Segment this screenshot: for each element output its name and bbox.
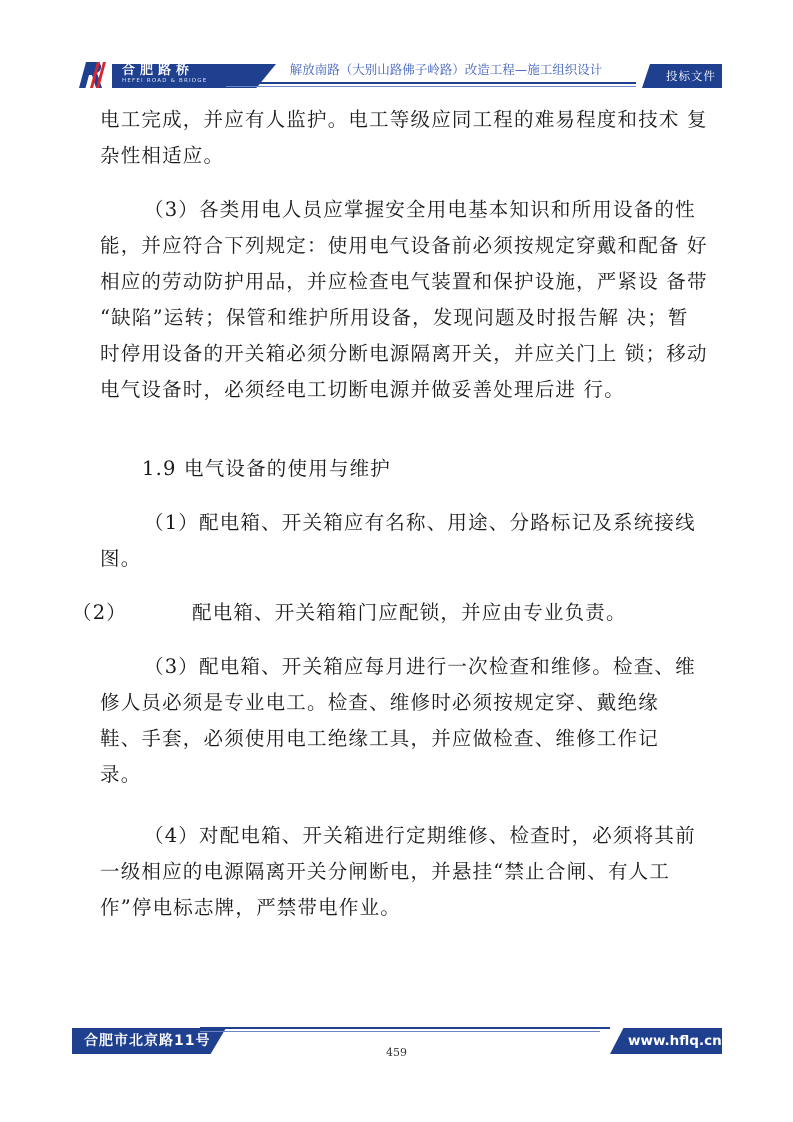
text-line: （3）各类用电人员应掌握安全用电基本知识和所用设备的性	[144, 198, 696, 221]
text-line: 一级相应的电源隔离开关分闸断电，并悬挂“禁止合闸、有人工	[100, 860, 671, 883]
text-line: 图。	[100, 547, 142, 570]
paragraph-item-3-maintenance	[100, 649, 700, 793]
document-tag: 投标文件	[666, 69, 716, 83]
brand-name-en: HEFEI ROAD & BRIDGE	[122, 78, 208, 84]
footer-address: 合肥市北京路11号	[84, 1033, 211, 1049]
text-line: 电气设备时，必须经电工切断电源并做妥善处理后进 行。	[100, 378, 625, 401]
header-rule-thin	[226, 86, 636, 87]
text-line: 杂性相适应。	[100, 144, 225, 167]
page-number: 459	[386, 1046, 407, 1059]
document-title: 解放南路（大别山路佛子岭路）改造工程—施工组织设计	[289, 62, 603, 77]
brand-name-cn: 合肥路桥	[122, 63, 195, 78]
paragraph-item-4	[100, 818, 700, 926]
page-header	[76, 60, 722, 90]
text-line: 时停用设备的开关箱必须分断电源隔离开关，并应关门上 锁；移动	[100, 342, 708, 365]
text-line: 作”停电标志牌，严禁带电作业。	[100, 896, 401, 919]
section-heading: 1.9 电气设备的使用与维护	[142, 457, 392, 480]
footer-rule-thin	[200, 1031, 600, 1032]
text-line: 修人员必须是专业电工。检查、维修时必须按规定穿、戴绝缘	[100, 691, 659, 714]
text-line: 能，并应符合下列规定：使用电气设备前必须按规定穿戴和配备 好	[100, 234, 708, 257]
text-line: （1）配电箱、开关箱应有名称、用途、分路标记及系统接线	[144, 511, 696, 534]
footer-website: www.hflq.cn	[628, 1033, 722, 1049]
footer-rule	[200, 1027, 610, 1029]
paragraph-continuation	[100, 102, 708, 174]
paragraph-item-2-text: 配电箱、开关箱箱门应配锁，并应由专业负责。	[192, 601, 627, 624]
text-line: （3）配电箱、开关箱应每月进行一次检查和维修。检查、维	[144, 655, 696, 678]
paragraph-item-1	[100, 505, 700, 577]
text-line: 电工完成，并应有人监护。电工等级应同工程的难易程度和技术 复	[100, 108, 708, 131]
paragraph-item-2-number: （2）	[72, 601, 128, 624]
text-line: 相应的劳动防护用品，并应检查电气装置和保护设施，严紧设 备带	[100, 270, 708, 293]
company-logo-icon	[76, 60, 110, 90]
paragraph-item-3-users	[100, 192, 708, 408]
text-line: 录。	[100, 763, 142, 786]
text-line: “缺陷”运转；保管和维护所用设备，发现问题及时报告解 决；暂	[100, 306, 689, 329]
text-line: （4）对配电箱、开关箱进行定期维修、检查时，必须将其前	[144, 824, 696, 847]
text-line: 鞋、手套，必须使用电工绝缘工具，并应做检查、维修工作记	[100, 727, 659, 750]
header-rule	[236, 82, 636, 84]
